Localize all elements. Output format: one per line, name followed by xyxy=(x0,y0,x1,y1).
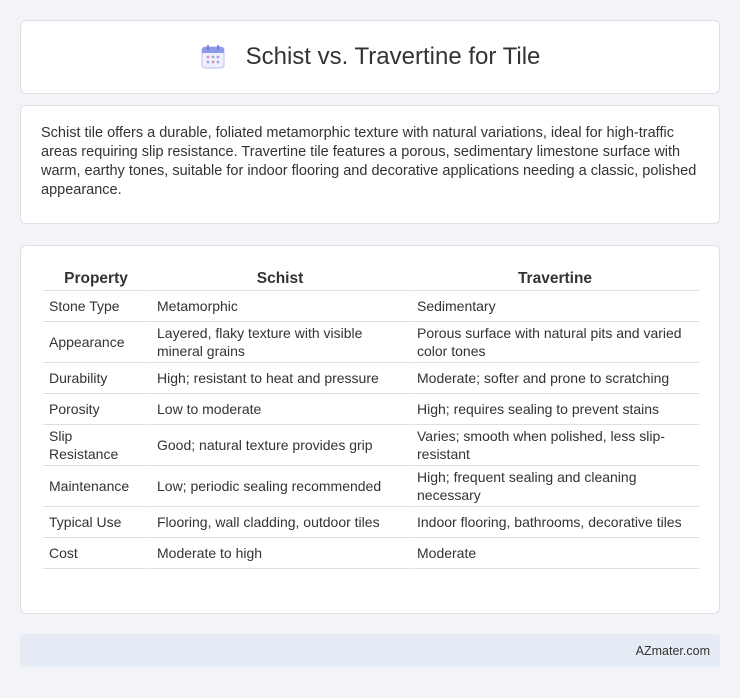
table-header-row xyxy=(43,266,699,291)
footer-bar xyxy=(20,634,720,667)
table-row xyxy=(43,507,699,538)
travertine-cell: Indoor flooring, bathrooms, decorative tiles xyxy=(409,507,699,538)
schist-cell: Low; periodic sealing recommended xyxy=(149,466,409,507)
table-row xyxy=(43,538,699,569)
table-row xyxy=(43,363,699,394)
header-schist: Schist xyxy=(149,266,409,291)
schist-cell: Good; natural texture provides grip xyxy=(149,425,409,466)
property-cell: Cost xyxy=(43,538,149,569)
header-property: Property xyxy=(43,266,149,291)
header-travertine: Travertine xyxy=(409,266,699,291)
table-row xyxy=(43,425,699,466)
schist-cell: Moderate to high xyxy=(149,538,409,569)
travertine-cell: High; frequent sealing and cleaning necessary xyxy=(409,466,699,507)
travertine-cell: Moderate; softer and prone to scratching xyxy=(409,363,699,394)
property-cell: Porosity xyxy=(43,394,149,425)
schist-cell: Layered, flaky texture with visible mineral grains xyxy=(149,322,409,363)
schist-cell: Metamorphic xyxy=(149,291,409,322)
travertine-cell: High; requires sealing to prevent stains xyxy=(409,394,699,425)
travertine-cell: Porous surface with natural pits and varied color tones xyxy=(409,322,699,363)
travertine-cell: Varies; smooth when polished, less slip-resistant xyxy=(409,425,699,466)
calendar-icon xyxy=(200,44,226,70)
travertine-cell: Sedimentary xyxy=(409,291,699,322)
property-cell: Durability xyxy=(43,363,149,394)
intro-paragraph: Schist tile offers a durable, foliated metamorphic texture with natural variations, ideal for high-traffic areas requiring slip resistance. Travertine tile features a porous, sedimentary limestone surface with warm, earthy tones, suitable for indoor flooring and decorative applications needing a classic, polished appearance. xyxy=(41,125,697,198)
property-cell: Slip Resistance xyxy=(43,425,149,466)
schist-cell: Low to moderate xyxy=(149,394,409,425)
property-cell: Maintenance xyxy=(43,466,149,507)
table-row xyxy=(43,466,699,507)
property-cell: Appearance xyxy=(43,322,149,363)
property-cell: Typical Use xyxy=(43,507,149,538)
footer-brand[interactable]: AZmater.com xyxy=(635,643,710,658)
comparison-table xyxy=(43,266,699,569)
property-cell: Stone Type xyxy=(43,291,149,322)
intro-card xyxy=(20,105,720,224)
table-row xyxy=(43,291,699,322)
table-row xyxy=(43,394,699,425)
table-row xyxy=(43,322,699,363)
page-title: Schist vs. Travertine for Tile xyxy=(245,43,541,70)
title-card xyxy=(20,20,720,94)
comparison-card xyxy=(20,245,720,614)
travertine-cell: Moderate xyxy=(409,538,699,569)
schist-cell: High; resistant to heat and pressure xyxy=(149,363,409,394)
title-wrap xyxy=(200,43,541,71)
schist-cell: Flooring, wall cladding, outdoor tiles xyxy=(149,507,409,538)
